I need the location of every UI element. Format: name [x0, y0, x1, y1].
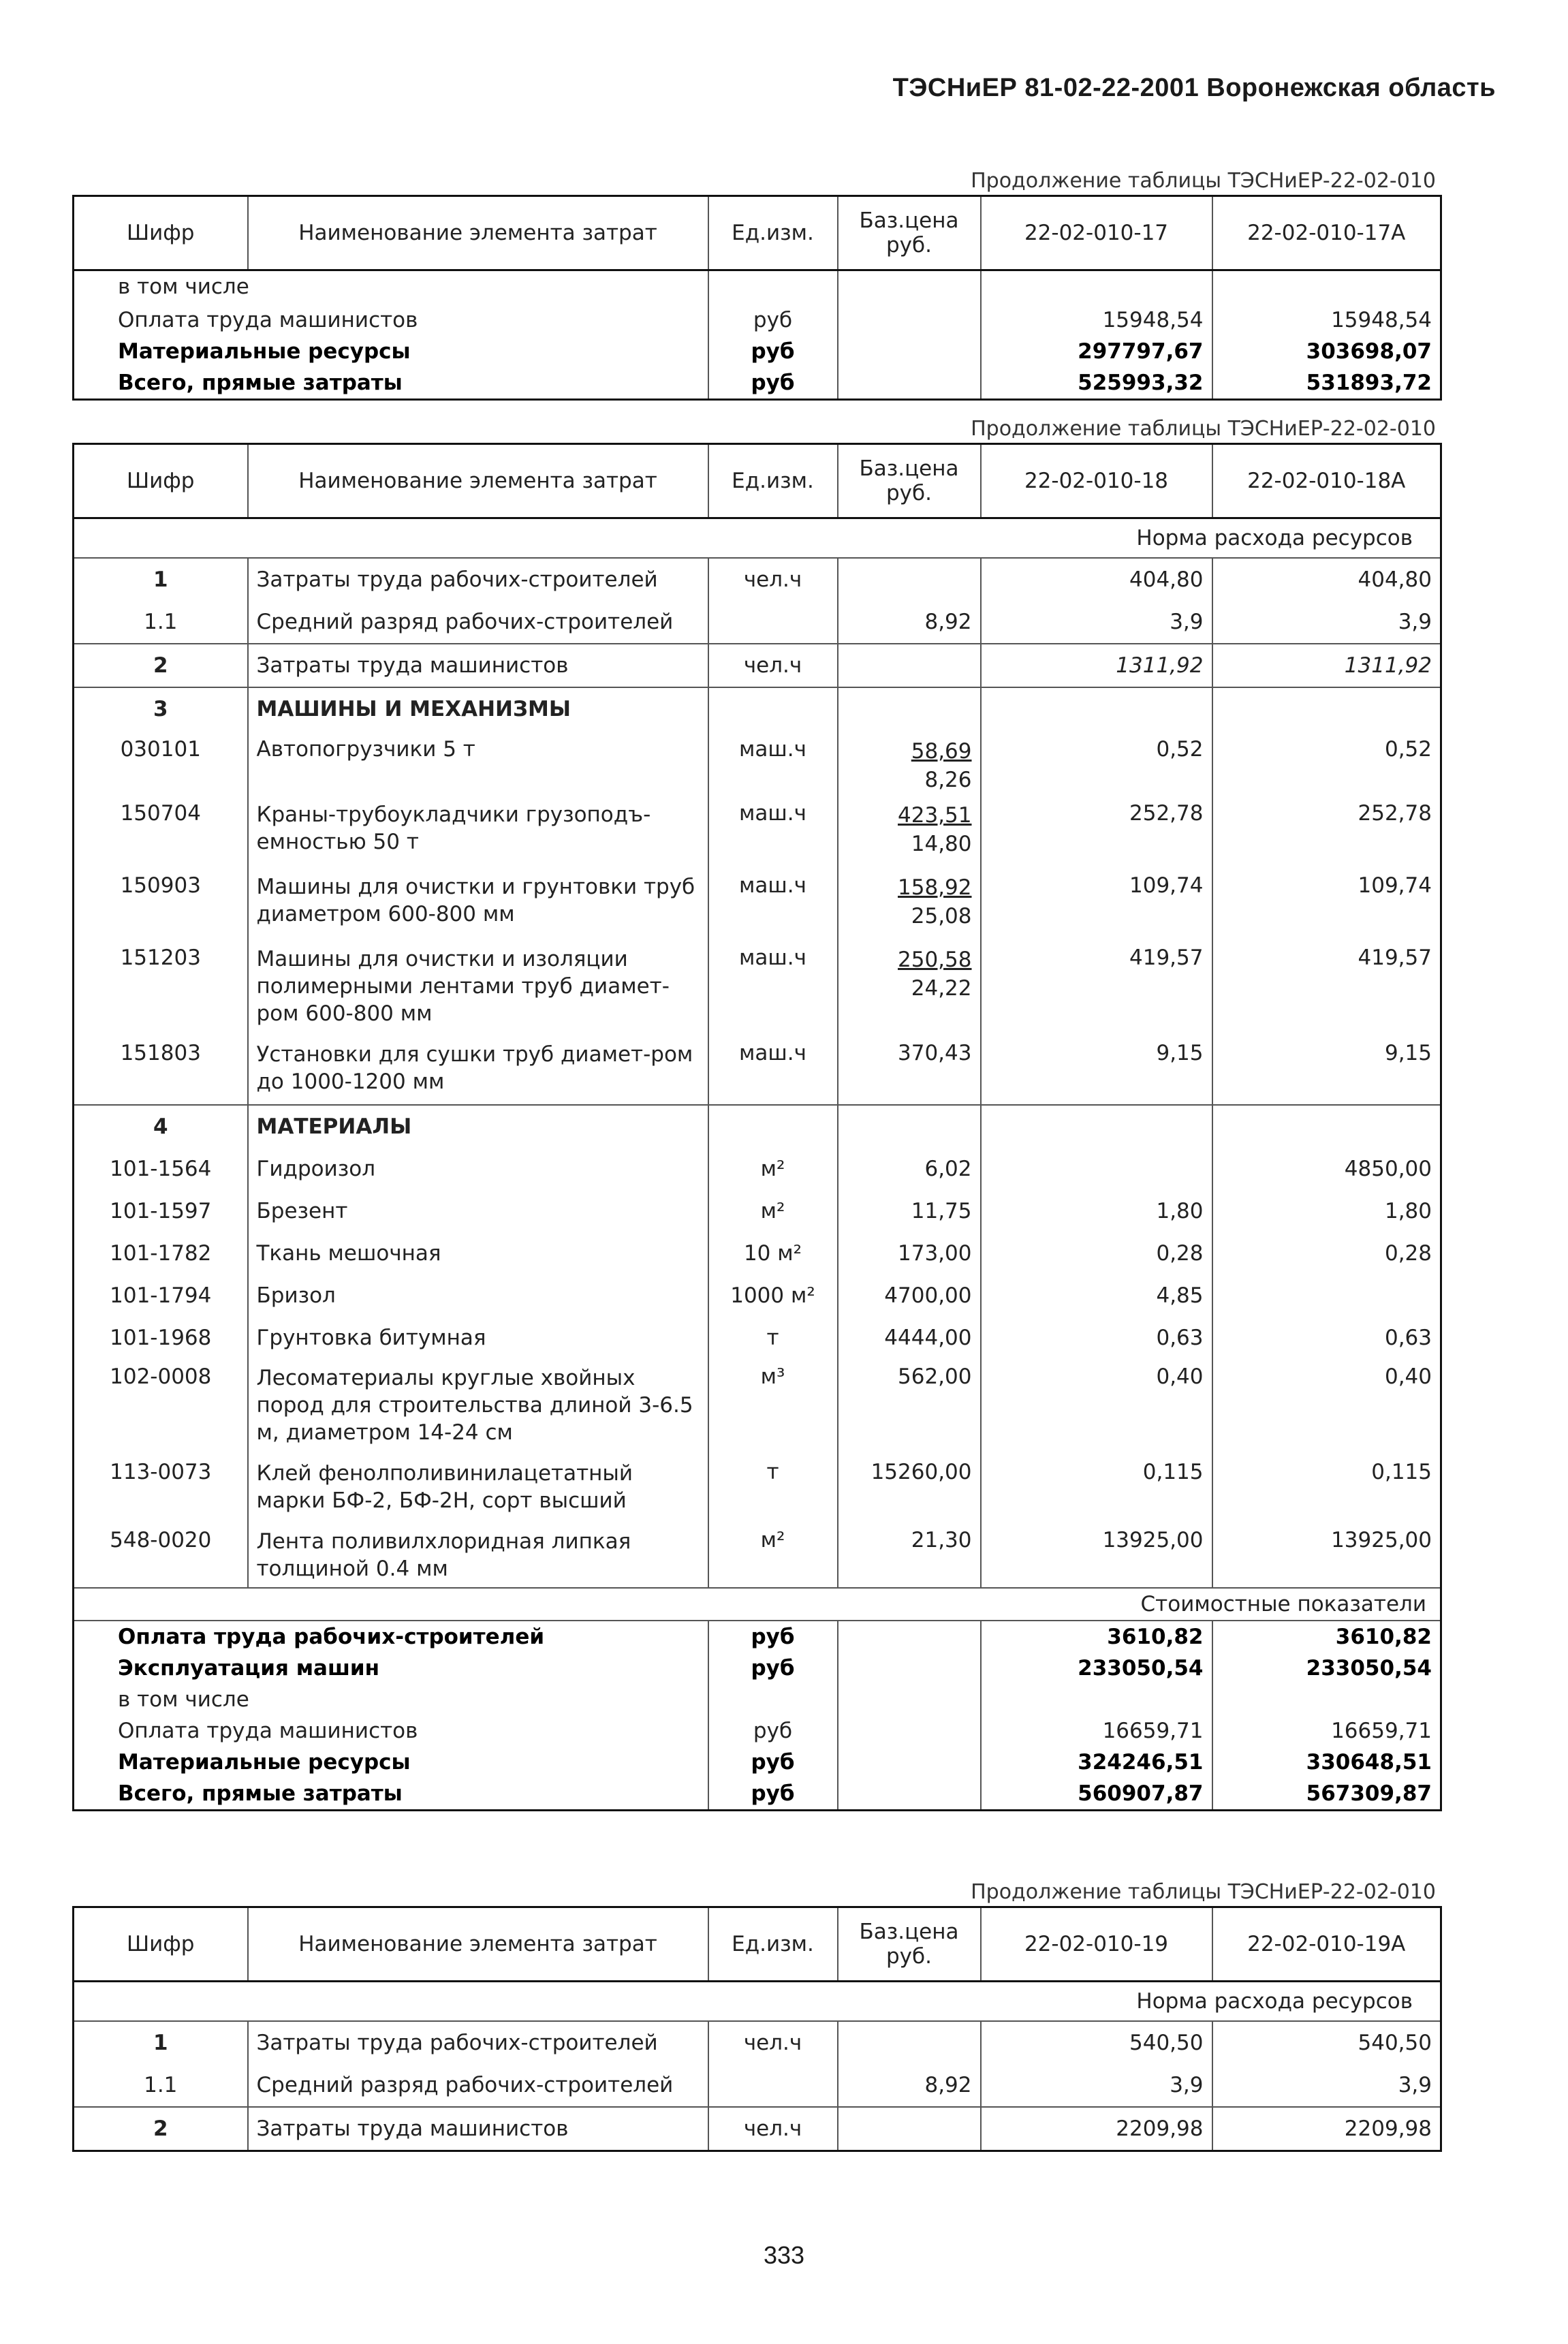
table-row: Оплата труда рабочих-строителей руб 3610,82 3610,82: [74, 1621, 1441, 1653]
col-name-header: Наименование элемента затрат: [248, 1907, 708, 1982]
table1-header-row: [74, 196, 1441, 270]
table-row: 1.1 Средний разряд рабочих-строителей 8,92 3,9 3,9: [74, 2064, 1441, 2107]
table-row: Эксплуатация машин руб 233050,54 233050,54: [74, 1653, 1441, 1684]
page-title: ТЭСНиЕР 81-02-22-2001 Воронежская область: [892, 74, 1496, 102]
col-price-header: Баз.цена руб.: [838, 1907, 981, 1982]
cost-label: Стоимостные показатели: [74, 1588, 1441, 1621]
col-unit-header: Ед.изм.: [708, 196, 838, 270]
table1: [72, 195, 1442, 401]
table-row: 150704 Краны-трубоукладчики грузоподъ-емностью 50 т маш.ч 423,51 14,80 252,78 252,78: [74, 796, 1441, 868]
table-row: 030101 Автопогрузчики 5 т маш.ч 58,69 8,26 0,52 0,52: [74, 730, 1441, 796]
table3-caption: Продолжение таблицы ТЭСНиЕР-22-02-010: [971, 1880, 1436, 1904]
table-row: 101-1597 Брезент м² 11,75 1,80 1,80: [74, 1190, 1441, 1232]
table-row: 1 Затраты труда рабочих-строителей чел.ч 540,50 540,50: [74, 2021, 1441, 2064]
col-b-header: 22-02-010-17А: [1212, 196, 1441, 270]
col-a-header: 22-02-010-18: [981, 444, 1212, 518]
col-code-header: Шифр: [74, 196, 248, 270]
table-row: в том числе: [74, 270, 1441, 304]
table-row: Материальные ресурсы руб 324246,51 330648,51: [74, 1747, 1441, 1778]
table2-caption: Продолжение таблицы ТЭСНиЕР-22-02-010: [971, 417, 1436, 441]
table-row: Оплата труда машинистов руб 15948,54 15948,54: [74, 304, 1441, 336]
page-number: 333: [763, 2241, 805, 2269]
table-row: 1 Затраты труда рабочих-строителей чел.ч 404,80 404,80: [74, 558, 1441, 601]
col-b-header: 22-02-010-18А: [1212, 444, 1441, 518]
table-row: 150903 Машины для очистки и грунтовки труб диаметром 600-800 мм маш.ч 158,92 25,08 109,74 109,74: [74, 868, 1441, 940]
norm-row: [74, 1982, 1441, 2022]
norm-label: Норма расхода ресурсов: [74, 518, 1441, 559]
table1-caption: Продолжение таблицы ТЭСНиЕР-22-02-010: [971, 169, 1436, 193]
col-unit-header: Ед.изм.: [708, 1907, 838, 1982]
col-price-header: Баз.цена руб.: [838, 196, 981, 270]
table-row: 2 Затраты труда машинистов чел.ч 2209,98 2209,98: [74, 2107, 1441, 2151]
table-row: 102-0008 Лесоматериалы круглые хвойных пород для строительства длиной 3-6.5 м, диаметром 14-24 см м³ 562,00 0,40 0,40: [74, 1359, 1441, 1454]
section-row: 4 МАТЕРИАЛЫ: [74, 1105, 1441, 1148]
table-row: Оплата труда машинистов руб 16659,71 16659,71: [74, 1715, 1441, 1747]
table-row: в том числе: [74, 1684, 1441, 1715]
col-b-header: 22-02-010-19А: [1212, 1907, 1441, 1982]
table-row: 2 Затраты труда машинистов чел.ч 1311,92 1311,92: [74, 644, 1441, 687]
table-row: Материальные ресурсы руб 297797,67 303698,07: [74, 336, 1441, 367]
table-row: 1.1 Средний разряд рабочих-строителей 8,92 3,9 3,9: [74, 601, 1441, 644]
table-row: Всего, прямые затраты руб 525993,32 531893,72: [74, 367, 1441, 400]
col-price-header: Баз.цена руб.: [838, 444, 981, 518]
table-row: 101-1794 Бризол 1000 м² 4700,00 4,85: [74, 1275, 1441, 1317]
table-row: 101-1782 Ткань мешочная 10 м² 173,00 0,28 0,28: [74, 1232, 1441, 1275]
table3: [72, 1906, 1442, 2152]
table-row: 113-0073 Клей фенолполивинилацетатный марки БФ-2, БФ-2Н, сорт высший т 15260,00 0,115 0,115: [74, 1454, 1441, 1522]
col-a-header: 22-02-010-19: [981, 1907, 1212, 1982]
table-row: 151203 Машины для очистки и изоляции полимерными лентами труб диамет-ром 600-800 мм маш.ч 250,58 24,22 419,57 419,57: [74, 940, 1441, 1035]
table3-header-row: [74, 1907, 1441, 1982]
table-row: 101-1968 Грунтовка битумная т 4444,00 0,63 0,63: [74, 1317, 1441, 1359]
col-name-header: Наименование элемента затрат: [248, 196, 708, 270]
norm-row: [74, 518, 1441, 559]
col-code-header: Шифр: [74, 444, 248, 518]
col-name-header: Наименование элемента затрат: [248, 444, 708, 518]
section-row: 3 МАШИНЫ И МЕХАНИЗМЫ: [74, 687, 1441, 730]
col-code-header: Шифр: [74, 1907, 248, 1982]
col-unit-header: Ед.изм.: [708, 444, 838, 518]
cost-label-row: [74, 1588, 1441, 1621]
table2: [72, 443, 1442, 1811]
table-row: 101-1564 Гидроизол м² 6,02 4850,00: [74, 1148, 1441, 1190]
table2-header-row: [74, 444, 1441, 518]
table-row: Всего, прямые затраты руб 560907,87 567309,87: [74, 1778, 1441, 1811]
norm-label: Норма расхода ресурсов: [74, 1982, 1441, 2022]
col-a-header: 22-02-010-17: [981, 196, 1212, 270]
table-row: 151803 Установки для сушки труб диамет-ром до 1000-1200 мм маш.ч 370,43 9,15 9,15: [74, 1035, 1441, 1105]
table-row: 548-0020 Лента поливилхлоридная липкая толщиной 0.4 мм м² 21,30 13925,00 13925,00: [74, 1522, 1441, 1588]
